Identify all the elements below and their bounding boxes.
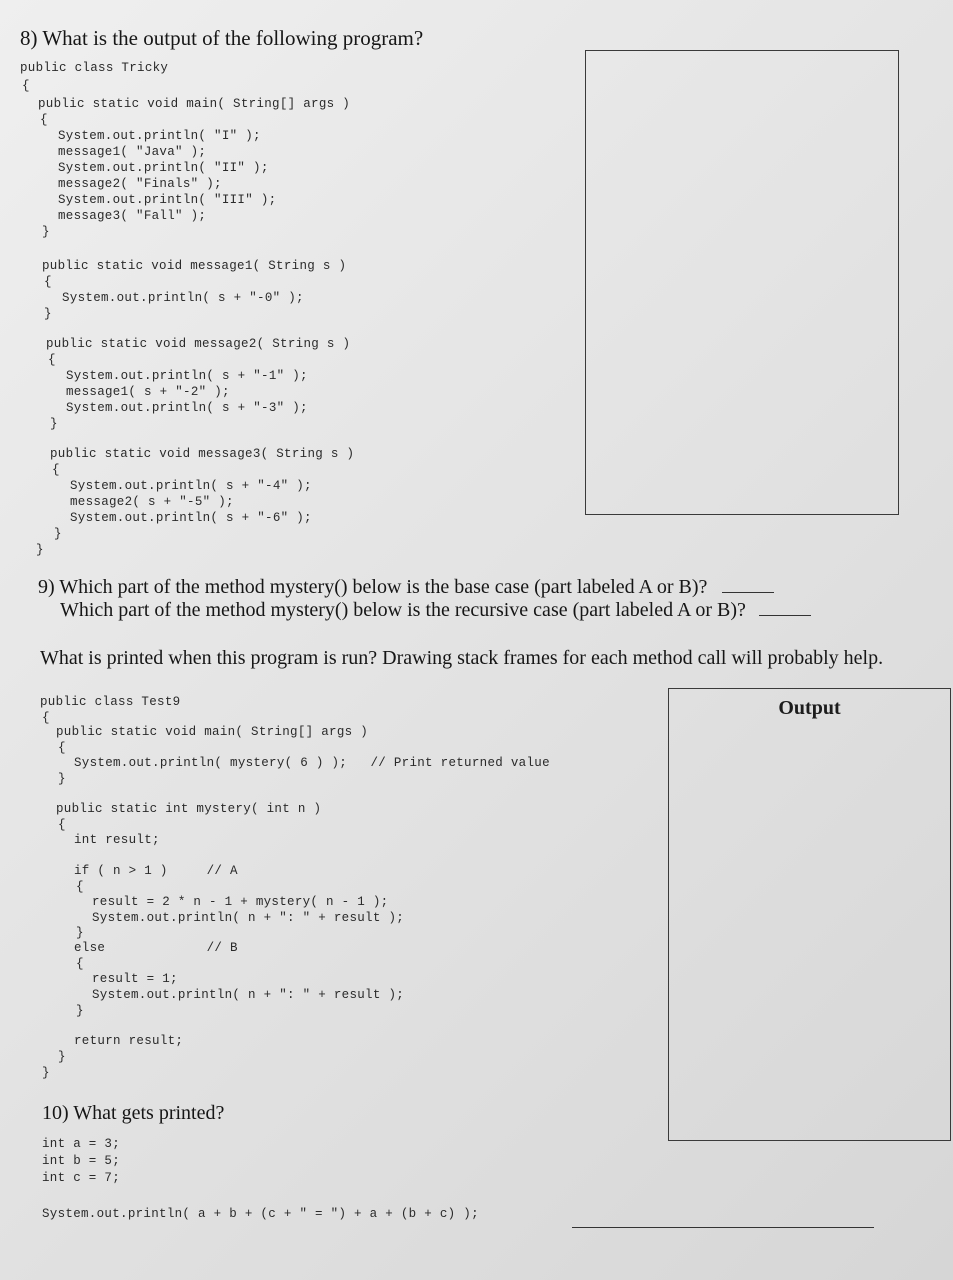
code-line: }	[42, 1066, 50, 1080]
code-line: message2( s + "-5" );	[70, 495, 234, 509]
code-line: }	[50, 417, 58, 431]
code-line: if ( n > 1 ) // A	[74, 864, 238, 878]
code-line: }	[42, 225, 50, 239]
q9-base-case-question	[38, 576, 774, 599]
q9-recursive-case-question	[60, 599, 811, 622]
code-line: else // B	[74, 941, 238, 955]
code-line: {	[48, 353, 56, 367]
code-line: {	[52, 463, 60, 477]
code-line: System.out.println( n + ": " + result );	[92, 988, 405, 1002]
code-line: }	[76, 926, 84, 940]
code-line: System.out.println( n + ": " + result );	[92, 911, 405, 925]
code-line: int c = 7;	[42, 1171, 121, 1185]
code-line: int b = 5;	[42, 1154, 121, 1168]
code-line: public static void main( String[] args )	[38, 97, 351, 111]
code-line: int a = 3;	[42, 1137, 121, 1151]
code-line: {	[42, 711, 50, 725]
q9-base-case-text: 9) Which part of the method mystery() below is the base case (part labeled A or B)?	[38, 576, 708, 598]
code-line: result = 1;	[92, 972, 178, 986]
q9-output-box[interactable]	[668, 688, 951, 1141]
code-line: message1( "Java" );	[58, 145, 207, 159]
code-line: }	[58, 1050, 66, 1064]
code-line: public static void message2( String s )	[46, 337, 351, 351]
code-line: System.out.println( mystery( 6 ) ); // Print returned value	[74, 756, 550, 770]
code-line: }	[54, 527, 62, 541]
code-line: System.out.println( s + "-4" );	[70, 479, 312, 493]
code-line: {	[76, 957, 84, 971]
code-line: message2( "Finals" );	[58, 177, 222, 191]
code-line: }	[76, 1004, 84, 1018]
code-line: {	[58, 818, 66, 832]
code-line: public static void message1( String s )	[42, 259, 347, 273]
q9-recursive-case-blank[interactable]	[759, 614, 811, 616]
code-line: }	[36, 543, 44, 557]
q8-answer-box[interactable]	[585, 50, 899, 515]
code-line: {	[44, 275, 52, 289]
code-line: System.out.println( a + b + (c + " = ") + a + (b + c) );	[42, 1207, 479, 1221]
code-line: {	[58, 741, 66, 755]
code-line: public static void main( String[] args )	[56, 725, 369, 739]
code-line: {	[40, 113, 48, 127]
q9-printed-question: What is printed when this program is run? Drawing stack frames for each method call will probably help.	[40, 647, 884, 669]
code-line: public static void message3( String s )	[50, 447, 355, 461]
output-label: Output	[778, 697, 841, 719]
code-line: }	[58, 772, 66, 786]
code-line: System.out.println( "I" );	[58, 129, 261, 143]
code-line: }	[44, 307, 52, 321]
code-line: return result;	[74, 1034, 184, 1048]
code-line: public static int mystery( int n )	[56, 802, 322, 816]
code-line: {	[22, 79, 30, 93]
code-line: int result;	[74, 833, 160, 847]
code-line: message3( "Fall" );	[58, 209, 207, 223]
code-line: message1( s + "-2" );	[66, 385, 230, 399]
q9-recursive-case-text: Which part of the method mystery() below is the recursive case (part labeled A or B)?	[60, 599, 746, 621]
code-line: System.out.println( s + "-6" );	[70, 511, 312, 525]
code-line: public class Tricky	[20, 61, 169, 75]
code-line: {	[76, 880, 84, 894]
code-line: public class Test9	[40, 695, 181, 709]
code-line: System.out.println( s + "-1" );	[66, 369, 308, 383]
code-line: System.out.println( s + "-0" );	[62, 291, 304, 305]
code-line: System.out.println( s + "-3" );	[66, 401, 308, 415]
q10-title: 10) What gets printed?	[42, 1102, 225, 1124]
code-line: System.out.println( "II" );	[58, 161, 269, 175]
q10-answer-blank[interactable]	[572, 1226, 874, 1228]
code-line: result = 2 * n - 1 + mystery( n - 1 );	[92, 895, 389, 909]
q9-base-case-blank[interactable]	[722, 591, 774, 593]
code-line: System.out.println( "III" );	[58, 193, 277, 207]
q8-title: 8) What is the output of the following program?	[20, 26, 424, 50]
